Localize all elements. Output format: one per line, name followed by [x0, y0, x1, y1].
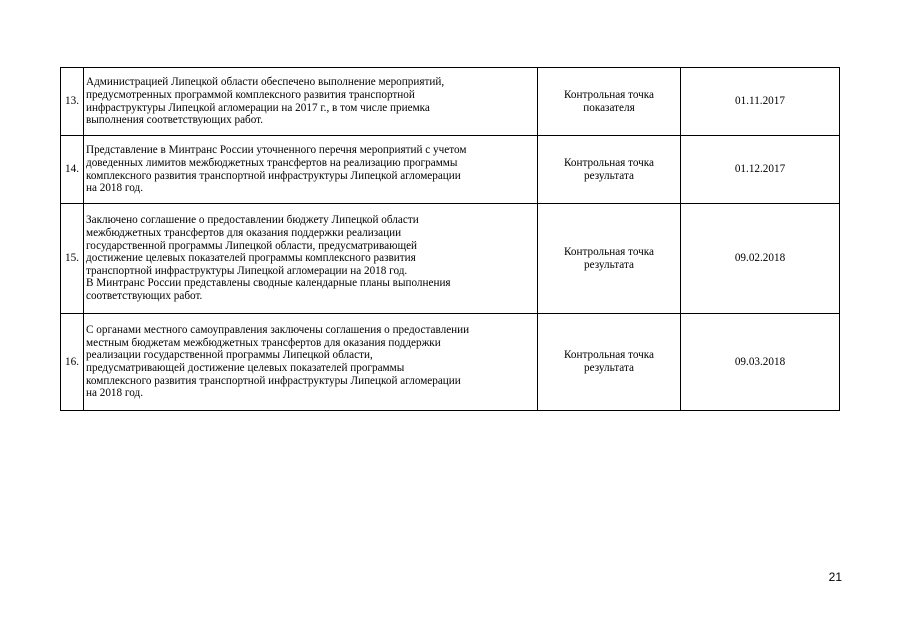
description-line: комплексного развития транспортной инфраструктуры Липецкой агломерации	[86, 374, 461, 387]
description-line: на 2018 год.	[86, 182, 143, 195]
description-line: реализации государственной программы Липецкой области,	[86, 349, 373, 362]
description-line: С органами местного самоуправления заключены соглашения о предоставлении	[86, 324, 470, 337]
row-date: 01.12.2017	[681, 136, 840, 204]
row-date: 01.11.2017	[681, 68, 840, 136]
description-line: комплексного развития транспортной инфраструктуры Липецкой агломерации	[86, 169, 461, 182]
row-number: 13.	[61, 68, 84, 136]
table-row	[61, 204, 840, 314]
description-line: соответствующих работ.	[86, 289, 203, 302]
row-description	[84, 314, 538, 411]
row-description	[84, 204, 538, 314]
description-line: предусмотренных программой комплексного развития транспортной	[86, 88, 415, 101]
description-line: доведенных лимитов межбюджетных трансфертов на реализацию программы	[86, 156, 458, 169]
row-number: 15.	[61, 204, 84, 314]
description-line: Администрацией Липецкой области обеспечено выполнение мероприятий,	[86, 76, 445, 89]
milestones-table	[60, 67, 840, 411]
description-line: достижение целевых показателей программы комплексного развития	[86, 252, 416, 265]
description-line: В Минтранс России представлены сводные календарные планы выполнения	[86, 277, 451, 290]
description-line: на 2018 год.	[86, 387, 143, 400]
description-line: инфраструктуры Липецкой агломерации на 2017 г., в том числе приемка	[86, 101, 430, 114]
type-line: результата	[584, 258, 634, 271]
description-line: межбюджетных трансфертов для оказания поддержки реализации	[86, 227, 402, 240]
row-date: 09.03.2018	[681, 314, 840, 411]
description-line: выполнения соответствующих работ.	[86, 114, 264, 127]
table-row	[61, 314, 840, 411]
description-line: Заключено соглашение о предоставлении бюджету Липецкой области	[86, 214, 419, 227]
description-line: транспортной инфраструктуры Липецкой агломерации на 2018 год.	[86, 264, 408, 277]
row-description	[84, 68, 538, 136]
type-line: результата	[584, 362, 634, 374]
row-date: 09.02.2018	[681, 204, 840, 314]
description-line: государственной программы Липецкой области, предусматривающей	[86, 239, 418, 252]
type-line: результата	[584, 169, 634, 182]
row-number: 14.	[61, 136, 84, 204]
table-row	[61, 136, 840, 204]
description-line: предусматривающей достижение целевых показателей программы	[86, 362, 405, 374]
description-line: местным бюджетам межбюджетных трансфертов для оказания поддержки	[86, 336, 441, 349]
type-line: Контрольная точка	[563, 349, 655, 362]
type-line: Контрольная точка	[563, 156, 655, 169]
row-type	[538, 68, 681, 136]
row-description	[84, 136, 538, 204]
type-line: показателя	[583, 101, 635, 114]
row-number: 16.	[61, 314, 84, 411]
type-line: Контрольная точка	[563, 245, 655, 258]
table-row	[61, 68, 840, 136]
row-type	[538, 204, 681, 314]
table-body	[61, 68, 840, 411]
row-type	[538, 314, 681, 411]
type-line: Контрольная точка	[563, 88, 655, 101]
description-line: Представление в Минтранс России уточненного перечня мероприятий с учетом	[86, 144, 467, 157]
row-type	[538, 136, 681, 204]
page-number: 21	[828, 570, 842, 584]
